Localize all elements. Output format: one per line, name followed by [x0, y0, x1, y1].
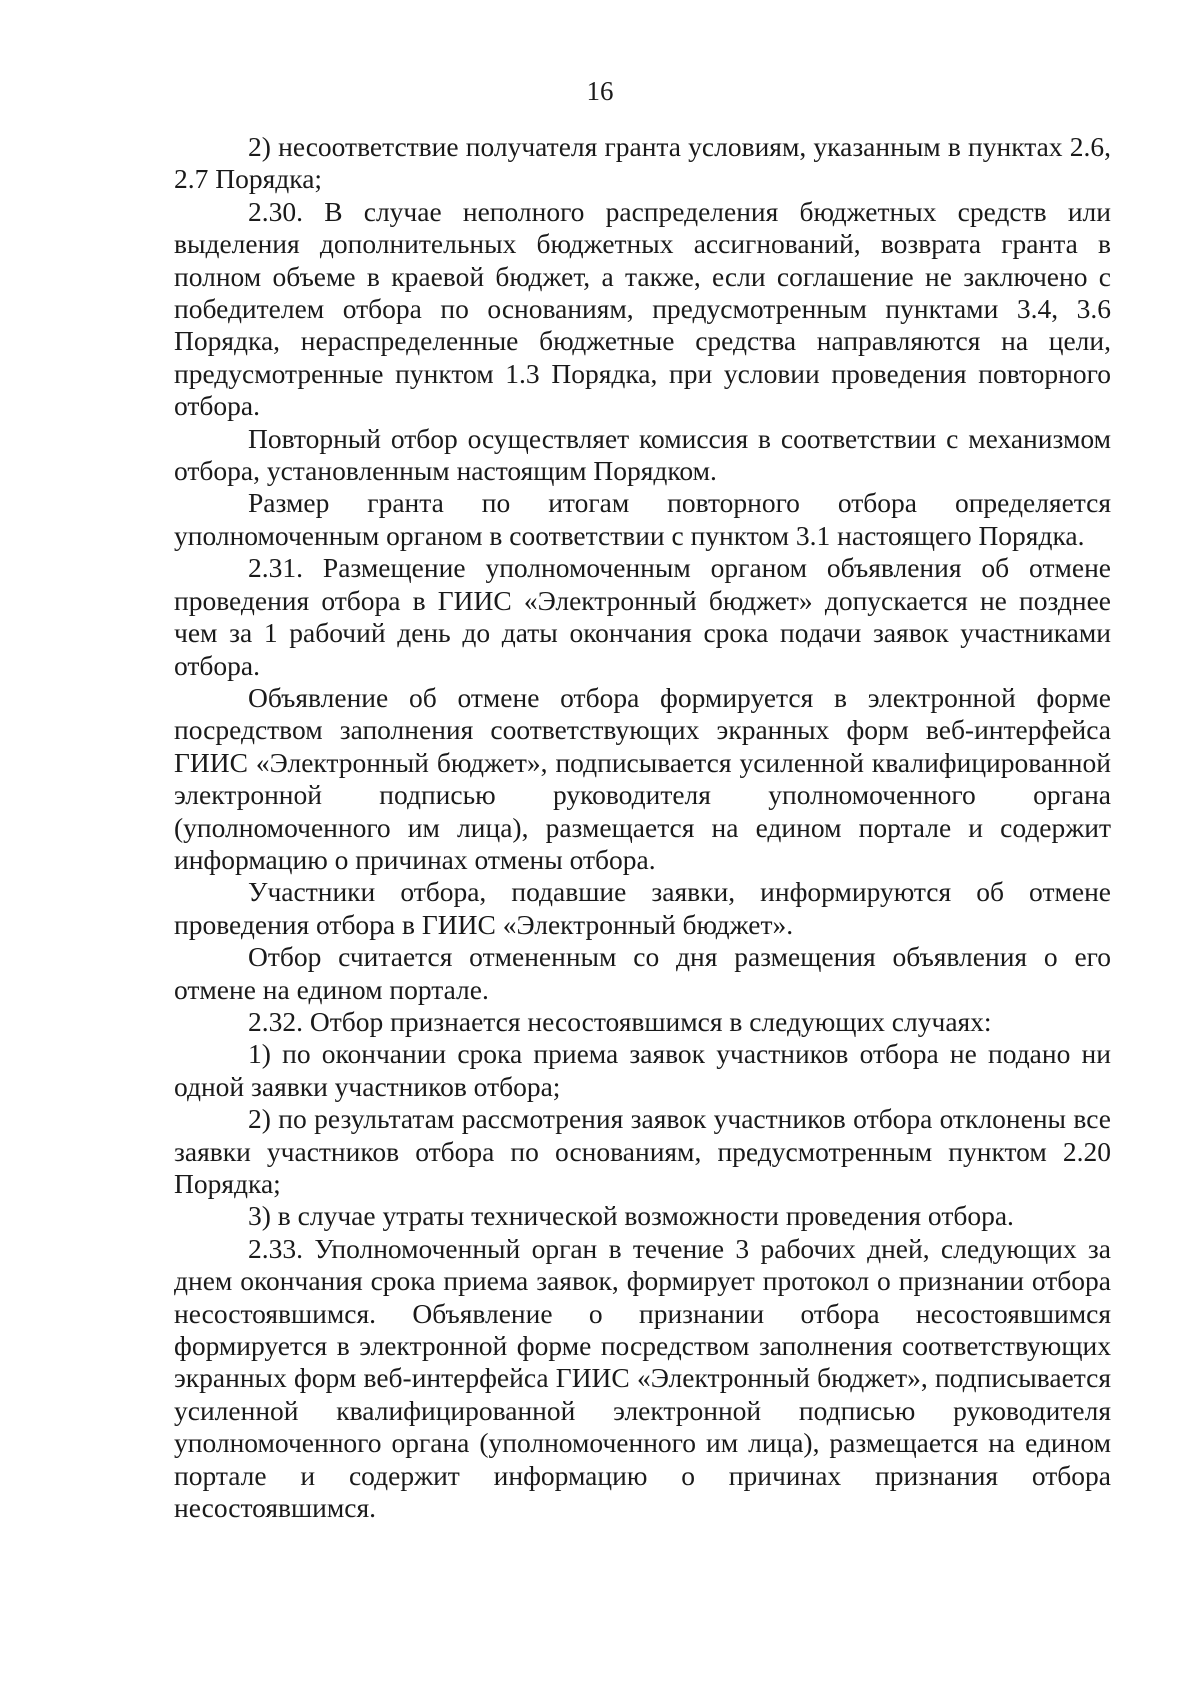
paragraph-grant-size: Размер гранта по итогам повторного отбора определяется уполномоченным органом в соответствии с пунктом 3.1 настоящего Порядка.	[174, 487, 1111, 551]
document-body	[174, 131, 1111, 1524]
paragraph-2-32: 2.32. Отбор признается несостоявшимся в следующих случаях:	[248, 1005, 992, 1037]
paragraph-2-30: 2.30. В случае неполного распределения бюджетных средств или выделения дополнительных бюджетных ассигнований, возврата гранта в полном объеме в краевой бюджет, а также, если соглашение не заключено с победителем отбора по основаниям, предусмотренным пунктами 3.4, 3.6 Порядка, нераспределенные бюджетные средства направляются на цели, предусмотренные пунктом 1.3 Порядка, при условии проведения повторного отбора.	[174, 195, 1111, 422]
paragraph-cancellation-notice: Объявление об отмене отбора формируется в электронной форме посредством заполнения соответствующих экранных форм веб-интерфейса ГИИС «Электронный бюджет», подписывается усиленной квалифицированной электронной подписью руководителя уполномоченного органа (уполномоченного им лица), размещается на едином портале и содержит информацию о причинах отмены отбора.	[174, 681, 1111, 875]
paragraph-participants-informed: Участники отбора, подавшие заявки, информируются об отмене проведения отбора в ГИИС «Электронный бюджет».	[174, 876, 1111, 940]
paragraph-item-2-nonconformity: 2) несоответствие получателя гранта условиям, указанным в пунктах 2.6, 2.7 Порядка;	[174, 131, 1111, 195]
paragraph-case-2: 2) по результатам рассмотрения заявок участников отбора отклонены все заявки участников отбора по основаниям, предусмотренным пунктом 2.20 Порядка;	[174, 1103, 1111, 1199]
paragraph-case-1: 1) по окончании срока приема заявок участников отбора не подано ни одной заявки участников отбора;	[174, 1038, 1111, 1102]
paragraph-2-31: 2.31. Размещение уполномоченным органом объявления об отмене проведения отбора в ГИИС «Электронный бюджет» допускается не позднее чем за 1 рабочий день до даты окончания срока подачи заявок участниками отбора.	[174, 552, 1111, 681]
paragraph-case-3: 3) в случае утраты технической возможности проведения отбора.	[248, 1200, 1014, 1232]
paragraph-cancellation-date: Отбор считается отмененным со дня размещения объявления о его отмене на едином портале.	[174, 941, 1111, 1005]
paragraph-2-33: 2.33. Уполномоченный орган в течение 3 рабочих дней, следующих за днем окончания срока приема заявок, формирует протокол о признании отбора несостоявшимся. Объявление о признании отбора несостоявшимся формируется в электронной форме посредством заполнения соответствующих экранных форм веб-интерфейса ГИИС «Электронный бюджет», подписывается усиленной квалифицированной электронной подписью руководителя уполномоченного органа (уполномоченного им лица), размещается на едином портале и содержит информацию о причинах признания отбора несостоявшимся.	[174, 1232, 1111, 1524]
page-number: 16	[586, 76, 614, 106]
paragraph-repeat-selection: Повторный отбор осуществляет комиссия в соответствии с механизмом отбора, установленным настоящим Порядком.	[174, 422, 1111, 487]
